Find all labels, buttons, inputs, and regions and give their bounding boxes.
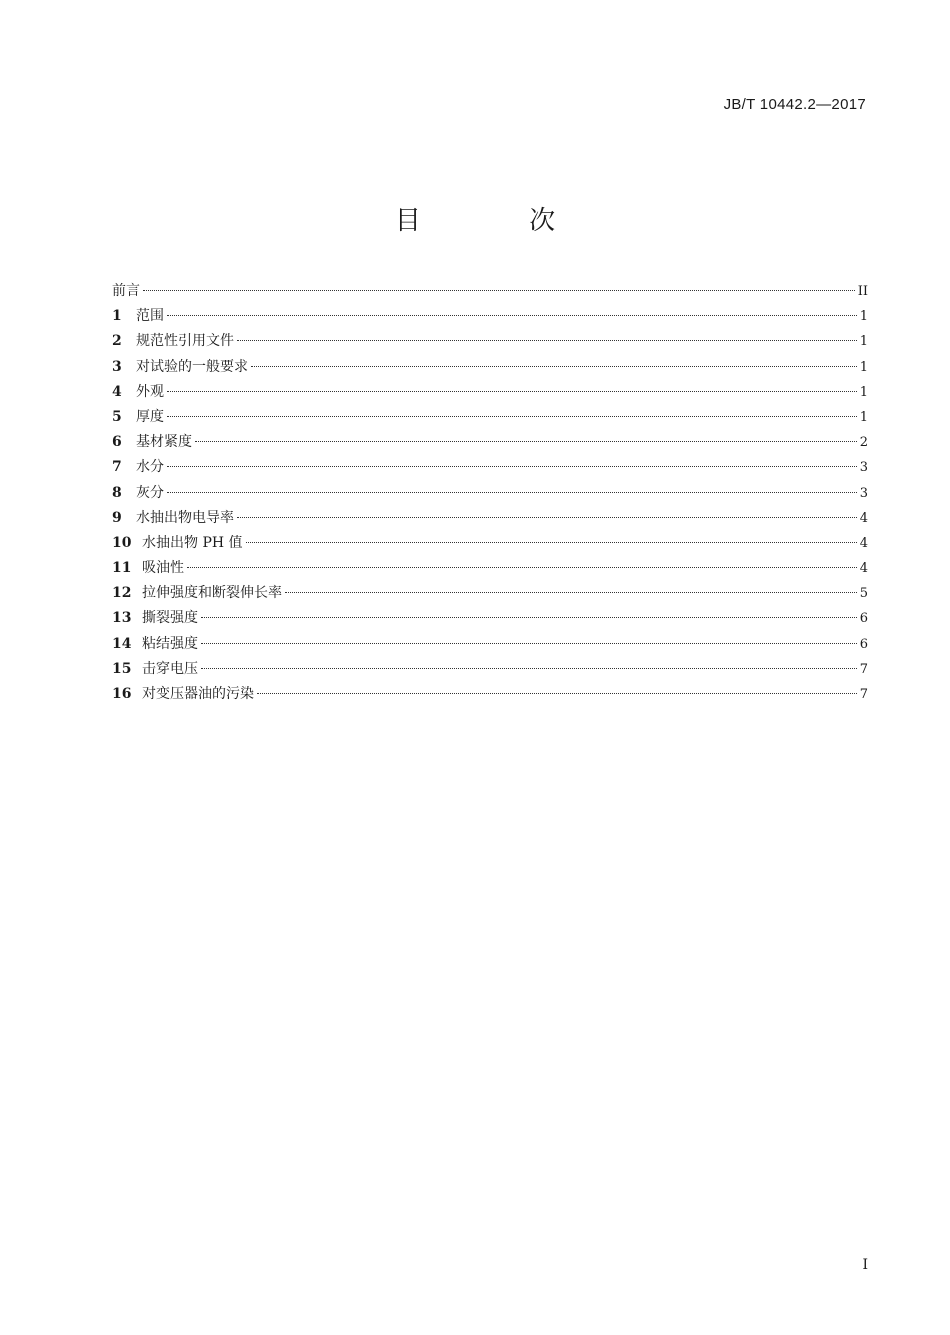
toc-leader-dots	[285, 592, 857, 593]
page-title: 目 次	[394, 206, 606, 236]
toc-leader-dots	[237, 517, 857, 518]
toc-entry-label: 撕裂强度	[142, 610, 198, 627]
toc-leader-dots	[167, 492, 857, 493]
toc-entry[interactable]	[112, 634, 868, 659]
toc-entry-page: 1	[859, 359, 868, 375]
toc-entry[interactable]	[112, 407, 868, 432]
toc-entry[interactable]	[112, 382, 868, 407]
toc-entry-page: 4	[859, 510, 868, 526]
toc-entry-page: 2	[859, 435, 868, 451]
page-number: I	[862, 1257, 868, 1273]
toc-leader-dots	[195, 441, 857, 442]
toc-entry-number: 8	[112, 484, 122, 501]
toc-leader-dots	[167, 315, 857, 316]
toc-leader-dots	[167, 466, 857, 467]
toc-entry-number: 15	[112, 660, 132, 677]
toc-entry-number: 16	[112, 686, 132, 702]
toc-entry-number: 3	[112, 358, 122, 375]
toc-leader-dots	[167, 391, 857, 392]
toc-entry-number: 5	[112, 408, 122, 425]
toc-entry-label: 水分	[136, 459, 164, 476]
toc-entry-page: 1	[859, 384, 868, 400]
toc-entry-page: 6	[859, 611, 868, 627]
toc-entry[interactable]	[112, 533, 868, 558]
toc-entry-number: 6	[112, 434, 122, 451]
toc-leader-dots	[237, 340, 857, 341]
toc-entry-page: 7	[859, 661, 868, 677]
toc-entry-page: 1	[859, 334, 868, 350]
toc-entry-page: 3	[859, 485, 868, 501]
toc-entry-label: 厚度	[136, 408, 164, 425]
toc-entry-label: 规范性引用文件	[136, 333, 234, 350]
toc-entry-label: 对试验的一般要求	[136, 358, 248, 375]
toc-entry-page: 6	[859, 636, 868, 652]
toc-entry-label: 击穿电压	[142, 660, 198, 677]
toc-entry[interactable]	[112, 357, 868, 382]
toc-entry-page: 1	[859, 309, 868, 325]
table-of-contents	[112, 281, 868, 709]
toc-entry[interactable]	[112, 306, 868, 331]
toc-entry-number: 10	[112, 534, 132, 551]
toc-entry-number: 4	[112, 383, 122, 400]
toc-leader-dots	[201, 617, 857, 618]
toc-entry[interactable]	[112, 331, 868, 356]
toc-leader-dots	[257, 693, 857, 694]
toc-entry[interactable]	[112, 608, 868, 633]
toc-entry[interactable]	[112, 583, 868, 608]
toc-leader-dots	[167, 416, 857, 417]
toc-entry[interactable]	[112, 508, 868, 533]
toc-entry[interactable]	[112, 432, 868, 457]
toc-entry-page: 4	[859, 535, 868, 551]
toc-entry-page: II	[857, 284, 868, 299]
toc-leader-dots	[187, 567, 857, 568]
toc-entry[interactable]	[112, 684, 868, 709]
toc-entry-label: 拉伸强度和断裂伸长率	[142, 585, 282, 602]
toc-entry-label: 灰分	[136, 484, 164, 501]
toc-entry-label: 对变压器油的污染	[142, 686, 254, 702]
toc-entry[interactable]	[112, 659, 868, 684]
toc-entry[interactable]	[112, 281, 868, 306]
toc-entry-number: 11	[112, 560, 132, 577]
toc-entry-page: 3	[859, 460, 868, 476]
toc-entry-page: 1	[859, 409, 868, 425]
toc-entry-label: 前言	[112, 283, 140, 299]
toc-entry-label: 外观	[136, 383, 164, 400]
toc-entry-label: 粘结强度	[142, 635, 198, 652]
toc-entry-number: 1	[112, 308, 122, 325]
toc-leader-dots	[246, 542, 857, 543]
toc-entry-number: 12	[112, 585, 132, 602]
toc-entry[interactable]	[112, 483, 868, 508]
toc-entry-label: 水抽出物 PH 值	[142, 534, 243, 551]
toc-leader-dots	[201, 668, 857, 669]
toc-entry-page: 4	[859, 561, 868, 577]
toc-entry-page: 7	[859, 687, 868, 702]
toc-entry-label: 基材紧度	[136, 434, 192, 451]
toc-leader-dots	[143, 290, 855, 291]
toc-entry-label: 水抽出物电导率	[136, 509, 234, 526]
toc-entry[interactable]	[112, 558, 868, 583]
toc-entry[interactable]	[112, 457, 868, 482]
toc-entry-number: 13	[112, 610, 132, 627]
toc-leader-dots	[201, 643, 857, 644]
standard-code: JB/T 10442.2—2017	[723, 96, 866, 113]
toc-entry-number: 7	[112, 459, 122, 476]
toc-leader-dots	[251, 366, 857, 367]
toc-entry-number: 2	[112, 333, 122, 350]
toc-entry-label: 范围	[136, 308, 164, 325]
toc-entry-page: 5	[859, 586, 868, 602]
toc-entry-number: 14	[112, 635, 132, 652]
toc-entry-label: 吸油性	[142, 560, 184, 577]
toc-entry-number: 9	[112, 509, 122, 526]
